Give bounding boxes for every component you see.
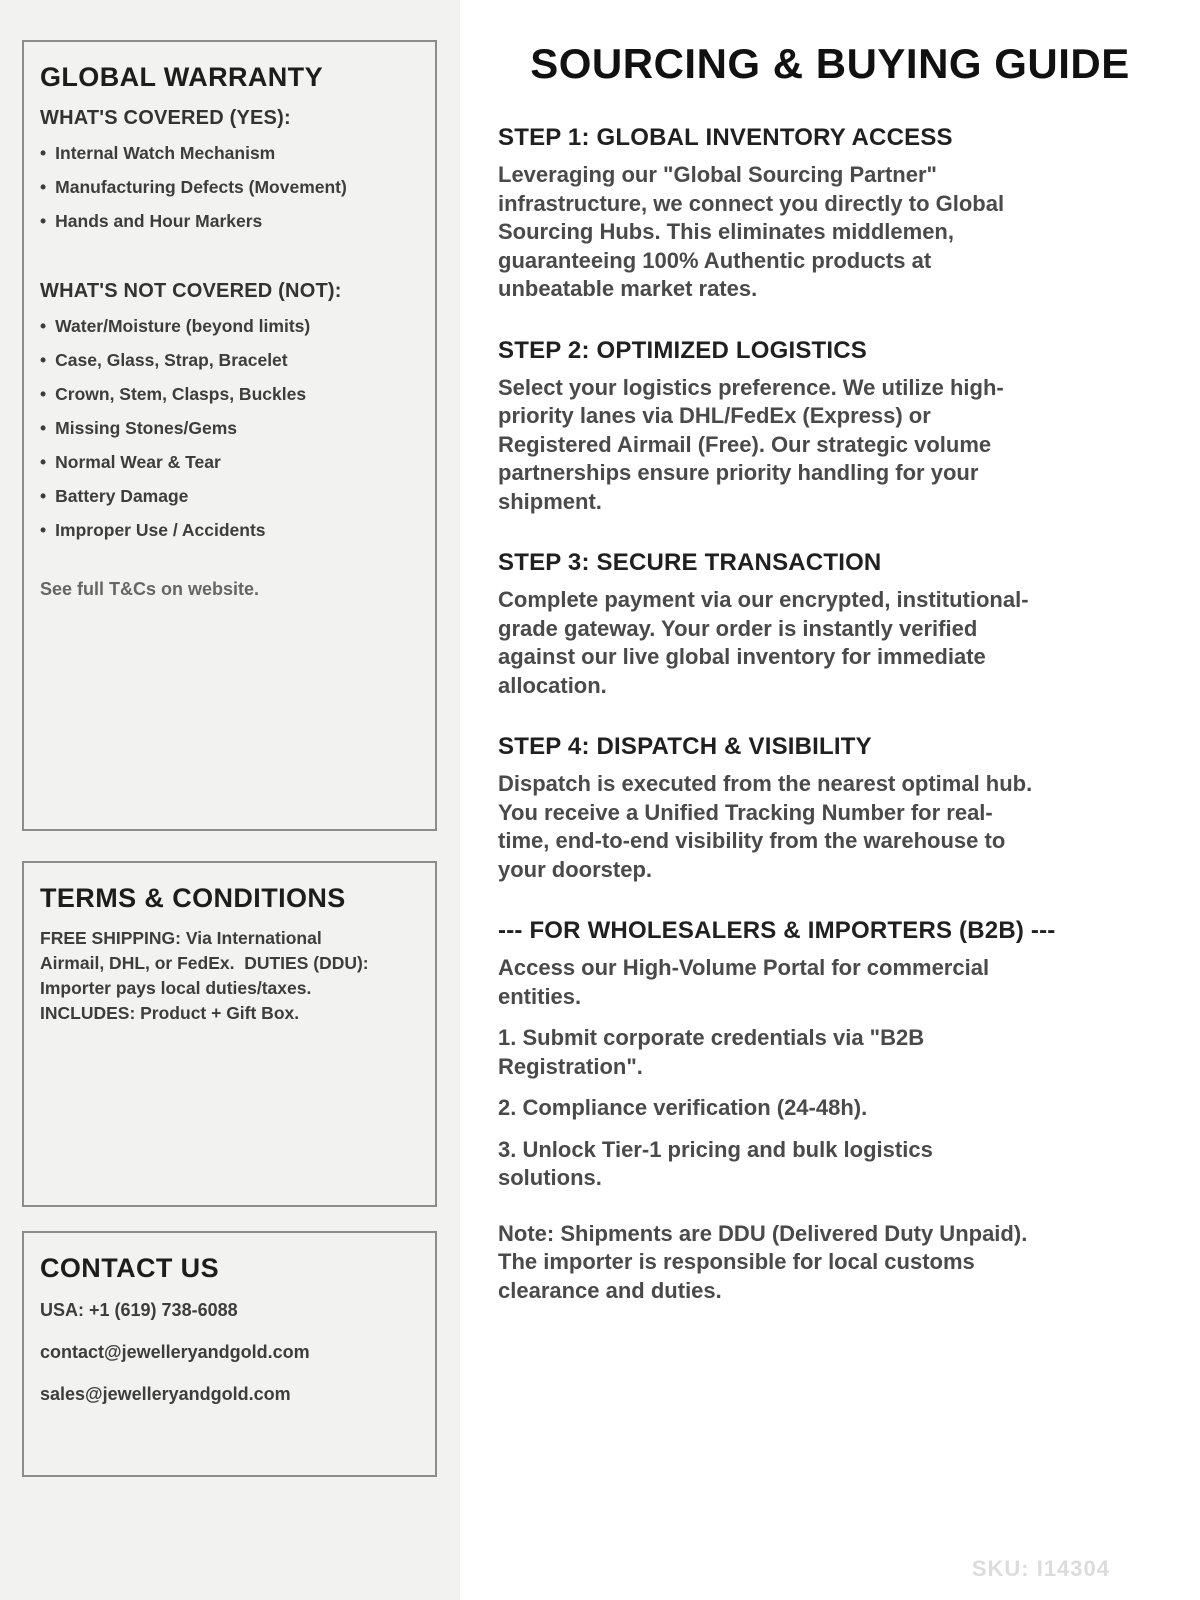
list-item: • Case, Glass, Strap, Bracelet: [40, 343, 419, 377]
list-item: • Improper Use / Accidents: [40, 513, 419, 547]
main-content: [460, 0, 1200, 1600]
list-item: • Missing Stones/Gems: [40, 411, 419, 445]
list-item: • Internal Watch Mechanism: [40, 136, 419, 170]
covered-list: [40, 136, 419, 238]
contact-box: [22, 1231, 437, 1477]
list-item: • Manufacturing Defects (Movement): [40, 170, 419, 204]
step-2-body: Select your logistics preference. We utilize high-priority lanes via DHL/FedEx (Express) or Registered Airmail (Free). Our strategic volume partnerships ensure priority handling for your shipment.: [498, 374, 1004, 514]
step-2-heading: STEP 2: OPTIMIZED LOGISTICS: [498, 336, 867, 364]
contact-title: CONTACT US: [40, 1253, 219, 1283]
step-1-body: Leveraging our "Global Sourcing Partner" infrastructure, we connect you directly to Global Sourcing Hubs. This eliminates middlemen, guaranteeing 100% Authentic products at unbeatable market rates.: [498, 162, 1005, 301]
warranty-box: [22, 40, 437, 831]
step-4-body: Dispatch is executed from the nearest optimal hub. You receive a Unified Tracking Number for real-time, end-to-end visibility from the warehouse to your doorstep.: [498, 771, 1033, 882]
contact-email-primary: contact@jewelleryandgold.com: [40, 1342, 310, 1362]
step-3-heading: STEP 3: SECURE TRANSACTION: [498, 549, 882, 576]
list-item: • Water/Moisture (beyond limits): [40, 309, 419, 343]
not-covered-list: [40, 309, 419, 547]
list-item: • Crown, Stem, Clasps, Buckles: [40, 377, 419, 411]
b2b-note: Note: Shipments are DDU (Delivered Duty Unpaid). The importer is responsible for local customs clearance and duties.: [498, 1220, 1028, 1303]
terms-box: [22, 861, 437, 1207]
list-item: • Battery Damage: [40, 479, 419, 513]
contact-phone: USA: +1 (619) 738-6088: [40, 1300, 238, 1320]
not-covered-heading: WHAT'S NOT COVERED (NOT):: [40, 280, 342, 302]
terms-title: TERMS & CONDITIONS: [40, 883, 346, 913]
warranty-title: GLOBAL WARRANTY: [40, 62, 323, 92]
step-3-body: Complete payment via our encrypted, institutional-grade gateway. Your order is instantly verified against our live global inventory for immediate allocation.: [498, 587, 1029, 698]
sidebar: [0, 0, 460, 1600]
b2b-intro: Access our High-Volume Portal for commercial entities.: [498, 955, 990, 1009]
sku-label: SKU: I14304: [971, 1556, 1110, 1581]
list-item: • Hands and Hour Markers: [40, 204, 419, 238]
b2b-item-3: 3. Unlock Tier-1 pricing and bulk logistics solutions.: [498, 1136, 933, 1190]
guide-sections: [460, 124, 1200, 1305]
contact-email-sales: sales@jewelleryandgold.com: [40, 1384, 291, 1404]
warranty-footnote: See full T&Cs on website.: [40, 579, 260, 599]
b2b-item-1: 1. Submit corporate credentials via "B2B Registration".: [498, 1025, 925, 1079]
b2b-item-2: 2. Compliance verification (24-48h).: [498, 1095, 868, 1120]
page-title: SOURCING & BUYING GUIDE: [530, 40, 1130, 87]
covered-heading: WHAT'S COVERED (YES):: [40, 107, 291, 129]
list-item: • Normal Wear & Tear: [40, 445, 419, 479]
step-4-heading: STEP 4: DISPATCH & VISIBILITY: [498, 733, 872, 760]
step-1-heading: STEP 1: GLOBAL INVENTORY ACCESS: [498, 124, 953, 151]
terms-body: FREE SHIPPING: Via International Airmail, DHL, or FedEx. DUTIES (DDU): Importer pays local duties/taxes. INCLUDES: Product + Gift Box.: [40, 928, 374, 1023]
b2b-heading: --- FOR WHOLESALERS & IMPORTERS (B2B) ---: [498, 917, 1056, 944]
